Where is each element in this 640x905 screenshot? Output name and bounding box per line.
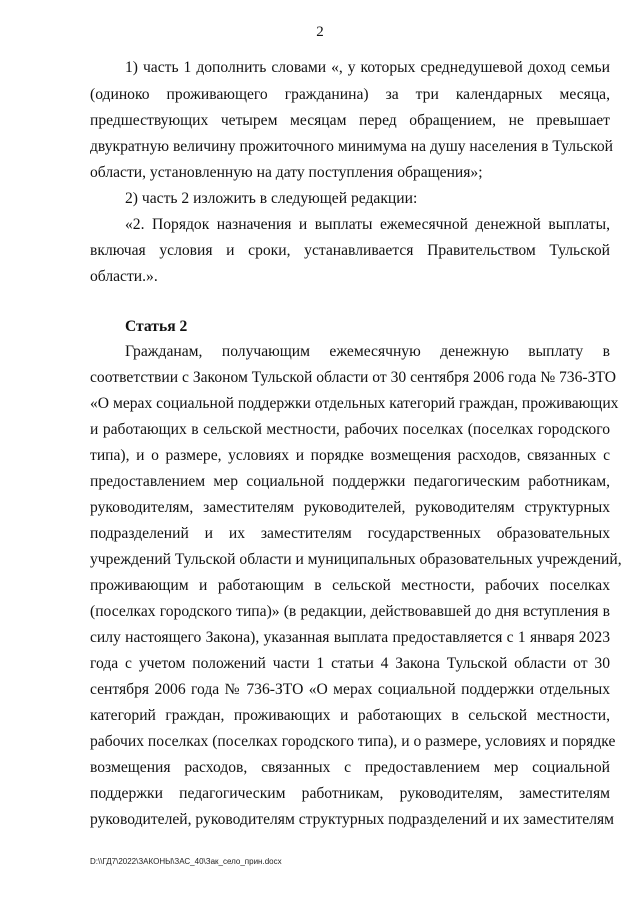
- text-line: «2. Порядок назначения и выплаты ежемесячной денежной выплаты,: [125, 216, 610, 233]
- text-line: поддержки педагогическим работникам, руководителям, заместителям: [90, 785, 610, 802]
- text-line: двукратную величину прожиточного минимума на душу населения в Тульской: [90, 138, 614, 155]
- text-line: возмещения расходов, связанных с предоставлением мер социальной: [90, 759, 610, 776]
- text-line: 2) часть 2 изложить в следующей редакции:: [125, 190, 418, 207]
- article-heading: Статья 2: [125, 318, 188, 335]
- text-line: области, установленную на дату поступления обращения»;: [90, 164, 483, 181]
- text-line: учреждений Тульской области и муниципальных образовательных учреждений,: [90, 551, 622, 568]
- text-line: 1) часть 1 дополнить словами «, у которых среднедушевой доход семьи: [125, 59, 610, 76]
- text-line: рабочих поселках (поселках городского типа), и о размере, условиях и порядке: [90, 733, 616, 750]
- text-line: области.».: [90, 268, 158, 285]
- page-number: 2: [316, 24, 324, 40]
- footer-file-path: D:\\ГД7\2022\ЗАКОНЫ\ЗАС_40\Зак_село_прин.docx: [90, 857, 282, 866]
- text-line: (поселках городского типа)» (в редакции, действовавшей до дня вступления в: [90, 603, 610, 620]
- text-line: сентября 2006 года № 736-ЗТО «О мерах социальной поддержки отдельных: [90, 681, 610, 698]
- text-line: Гражданам, получающим ежемесячную денежную выплату в: [125, 343, 610, 360]
- text-line: типа), и о размере, условиях и порядке возмещения расходов, связанных с: [90, 447, 610, 464]
- text-line: «О мерах социальной поддержки отдельных категорий граждан, проживающих: [90, 395, 619, 412]
- text-line: силу настоящего Закона), указанная выплата предоставляется с 1 января 2023: [90, 629, 610, 646]
- text-line: категорий граждан, проживающих и работающих в сельской местности,: [90, 707, 610, 724]
- text-line: руководителям, заместителям руководителей, руководителям структурных: [90, 499, 610, 516]
- text-line: предшествующих четырем месяцам перед обращением, не превышает: [90, 112, 610, 129]
- text-line: предоставлением мер социальной поддержки педагогическим работникам,: [90, 473, 610, 490]
- text-line: и работающих в сельской местности, рабочих поселках (поселках городского: [90, 421, 610, 438]
- text-line: подразделений и их заместителям государственных образовательных: [90, 525, 610, 542]
- text-line: руководителей, руководителям структурных подразделений и их заместителям: [90, 811, 615, 828]
- text-line: года с учетом положений части 1 статьи 4 Закона Тульской области от 30: [90, 655, 610, 672]
- text-line: (одиноко проживающего гражданина) за три календарных месяца,: [90, 86, 610, 103]
- text-line: проживающим и работающим в сельской местности, рабочих поселках: [90, 577, 610, 594]
- text-line: включая условия и сроки, устанавливается Правительством Тульской: [90, 242, 610, 259]
- text-line: соответствии с Законом Тульской области от 30 сентября 2006 года № 736-ЗТО: [90, 369, 616, 386]
